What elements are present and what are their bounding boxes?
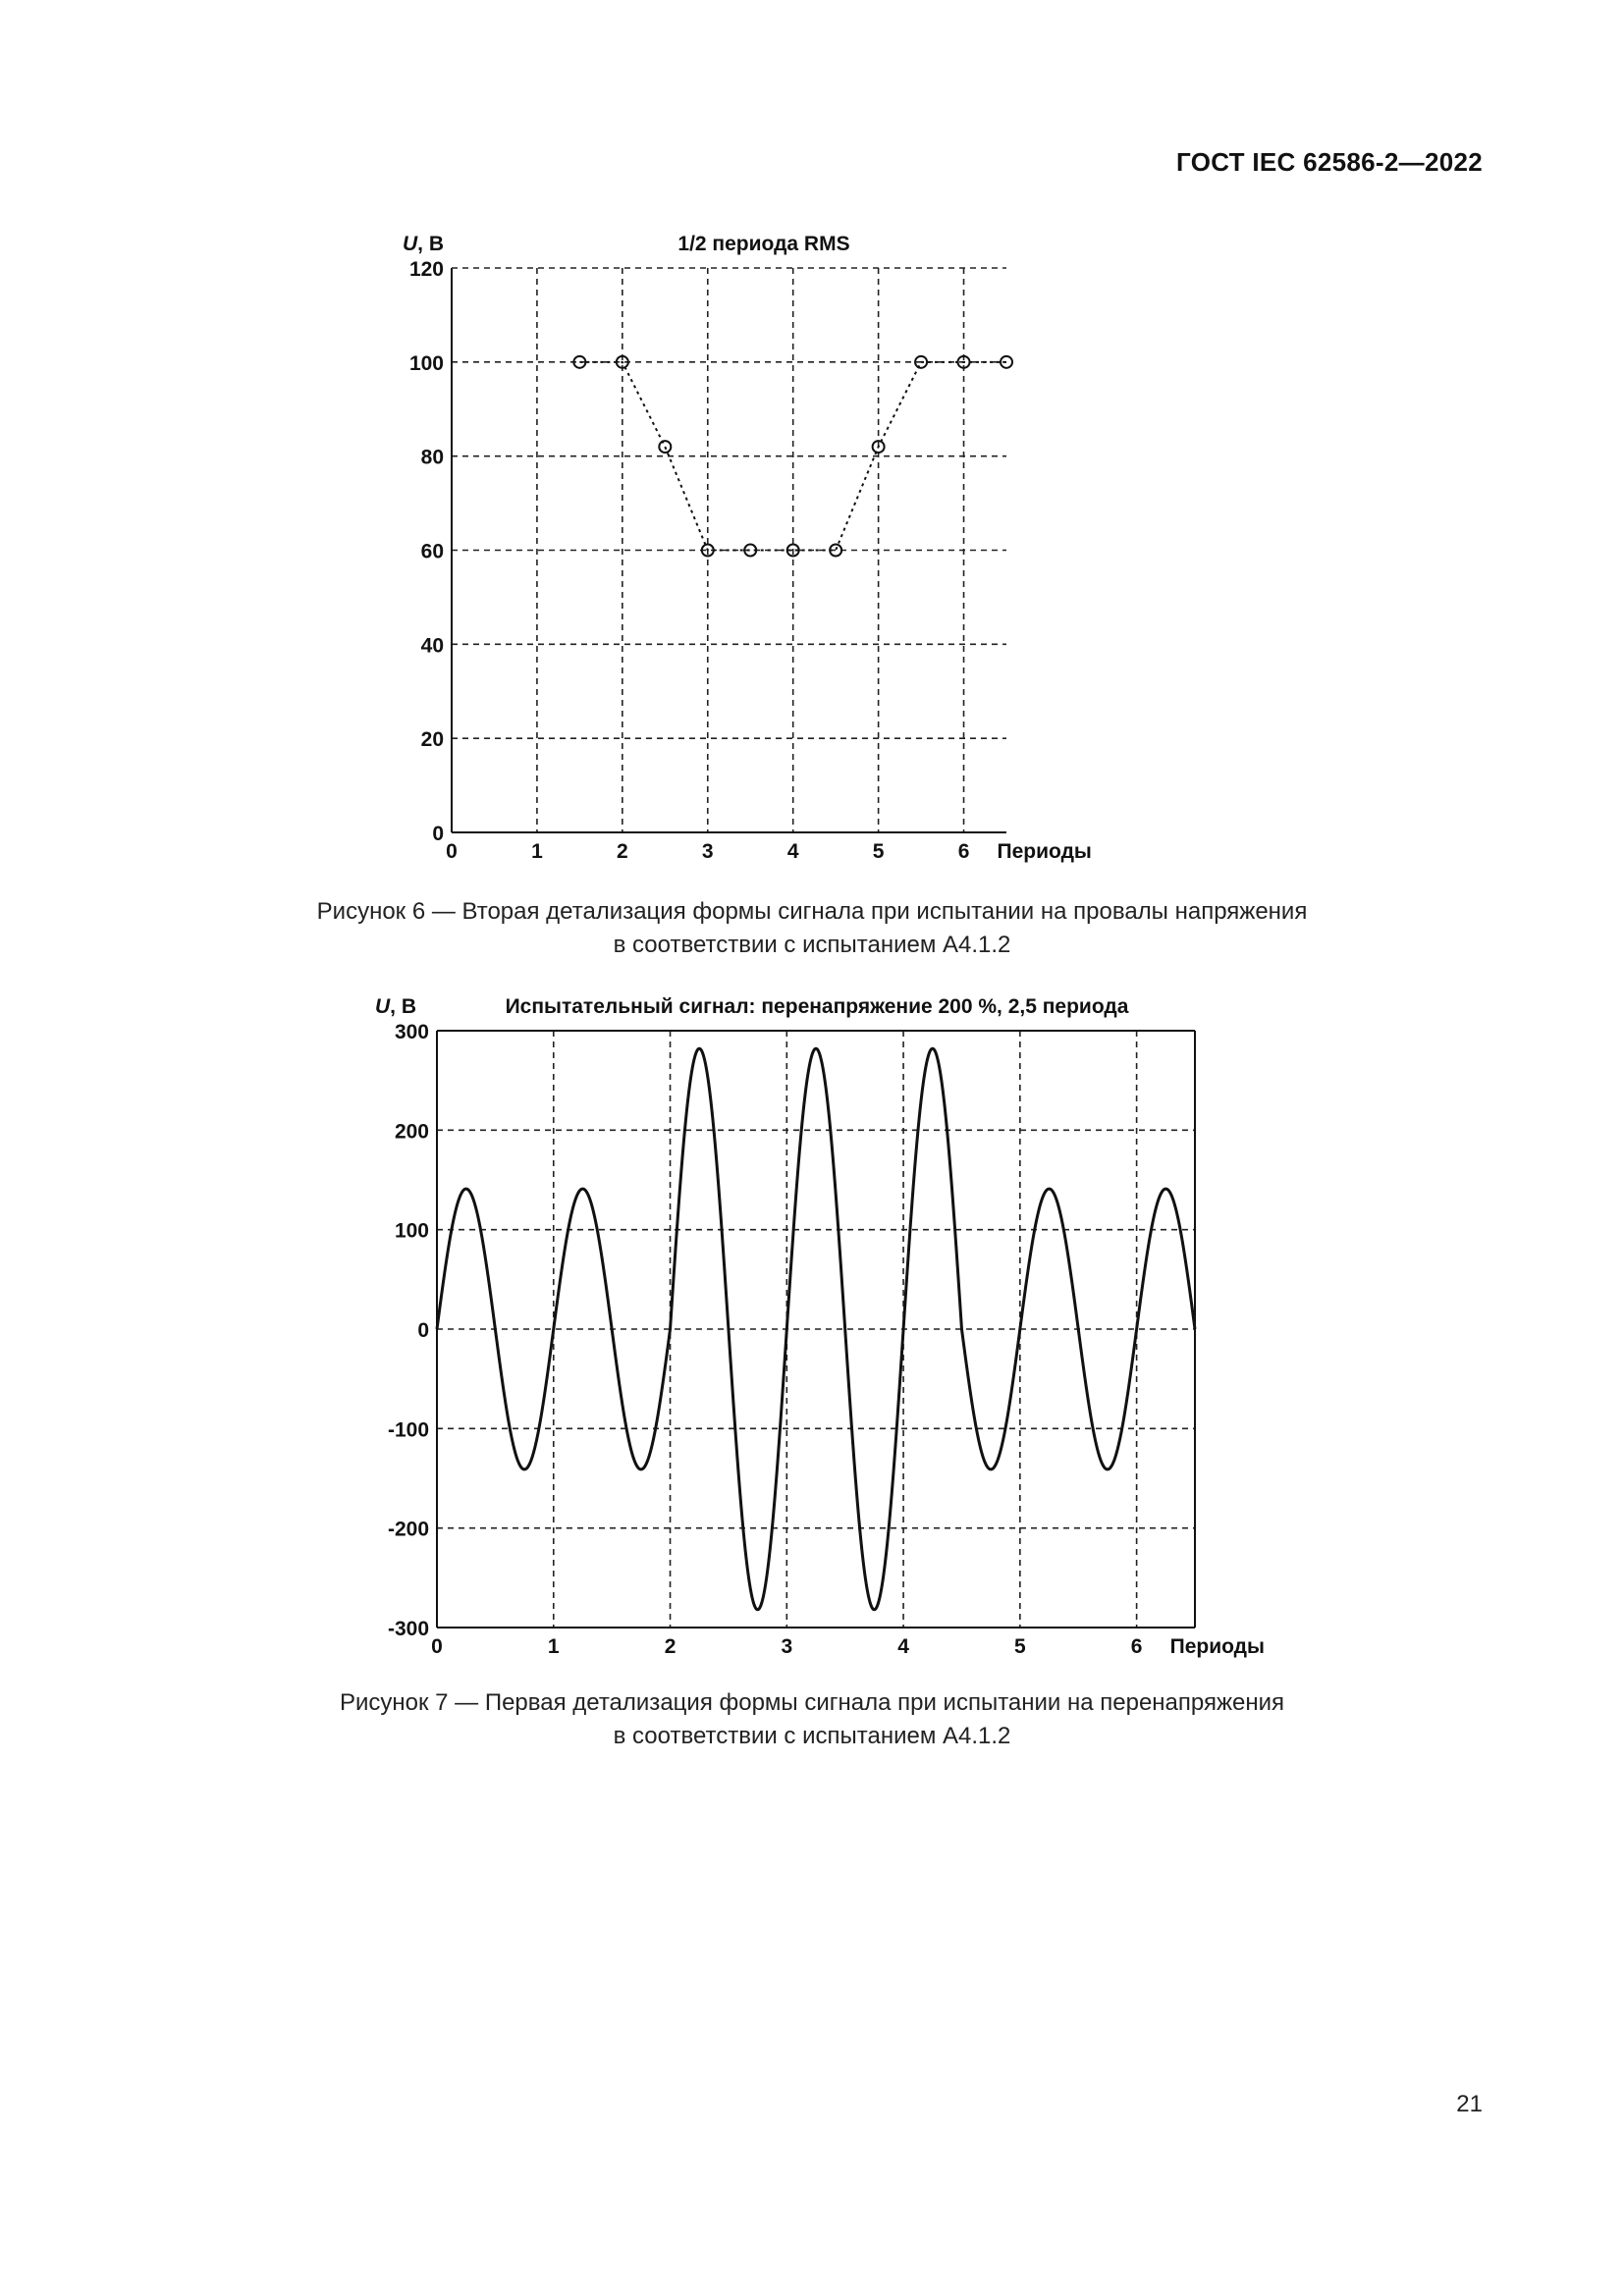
y-tick-label: 60 (420, 540, 444, 563)
x-tick-label: 0 (446, 840, 458, 863)
y-tick-label: -100 (387, 1418, 429, 1442)
figure-7-caption-line1: Рисунок 7 — Первая детализация формы сигнала при испытании на перенапряжения (339, 1689, 1285, 1716)
document-header-standard: ГОСТ IEC 62586-2—2022 (1176, 147, 1483, 177)
x-axis-label: Периоды (997, 840, 1092, 863)
y-tick-label: 40 (420, 634, 444, 658)
x-tick-label: 3 (781, 1635, 793, 1658)
y-tick-label: 120 (408, 258, 444, 281)
y-tick-label: 80 (420, 446, 444, 469)
x-tick-label: 1 (531, 840, 543, 863)
x-tick-label: 4 (897, 1635, 909, 1658)
y-axis-label: U, В (375, 995, 417, 1018)
figure-6-caption-line1: Рисунок 6 — Вторая детализация формы сигнала при испытании на провалы напряжения (316, 898, 1308, 925)
y-tick-label: 0 (417, 1319, 429, 1342)
y-tick-label: 200 (394, 1120, 429, 1144)
y-tick-label: 20 (420, 728, 444, 752)
figure-6-caption-line2: в соответствии с испытанием А4.1.2 (613, 932, 1011, 958)
x-tick-label: 6 (1130, 1635, 1143, 1658)
y-tick-label: -200 (387, 1518, 429, 1541)
page-number: 21 (1456, 2091, 1483, 2117)
x-tick-label: 2 (617, 840, 628, 863)
x-tick-label: 2 (664, 1635, 677, 1658)
chart-half-period-rms (373, 221, 1257, 879)
x-tick-label: 3 (701, 840, 714, 863)
x-tick-label: 5 (872, 840, 885, 863)
y-tick-label: -300 (387, 1618, 429, 1640)
y-tick-label: 100 (394, 1219, 429, 1243)
chart-title: Испытательный сигнал: перенапряжение 200 %, 2,5 периода (505, 995, 1129, 1018)
x-axis-label: Периоды (1169, 1635, 1265, 1658)
x-tick-label: 5 (1014, 1635, 1026, 1658)
figure-6-caption (245, 895, 1379, 962)
y-tick-label: 0 (432, 823, 444, 845)
y-tick-label: 100 (408, 351, 444, 375)
y-tick-label: 300 (394, 1021, 429, 1043)
x-tick-label: 4 (786, 840, 799, 863)
x-tick-label: 0 (431, 1635, 443, 1658)
y-axis-label: U, В (403, 233, 445, 255)
x-tick-label: 6 (957, 840, 970, 863)
x-tick-label: 1 (547, 1635, 560, 1658)
figure-7-caption-line2: в соответствии с испытанием А4.1.2 (613, 1723, 1011, 1749)
figure-7-caption (245, 1686, 1379, 1753)
chart-title: 1/2 периода RMS (677, 233, 850, 255)
chart-overvoltage-signal (363, 977, 1296, 1664)
